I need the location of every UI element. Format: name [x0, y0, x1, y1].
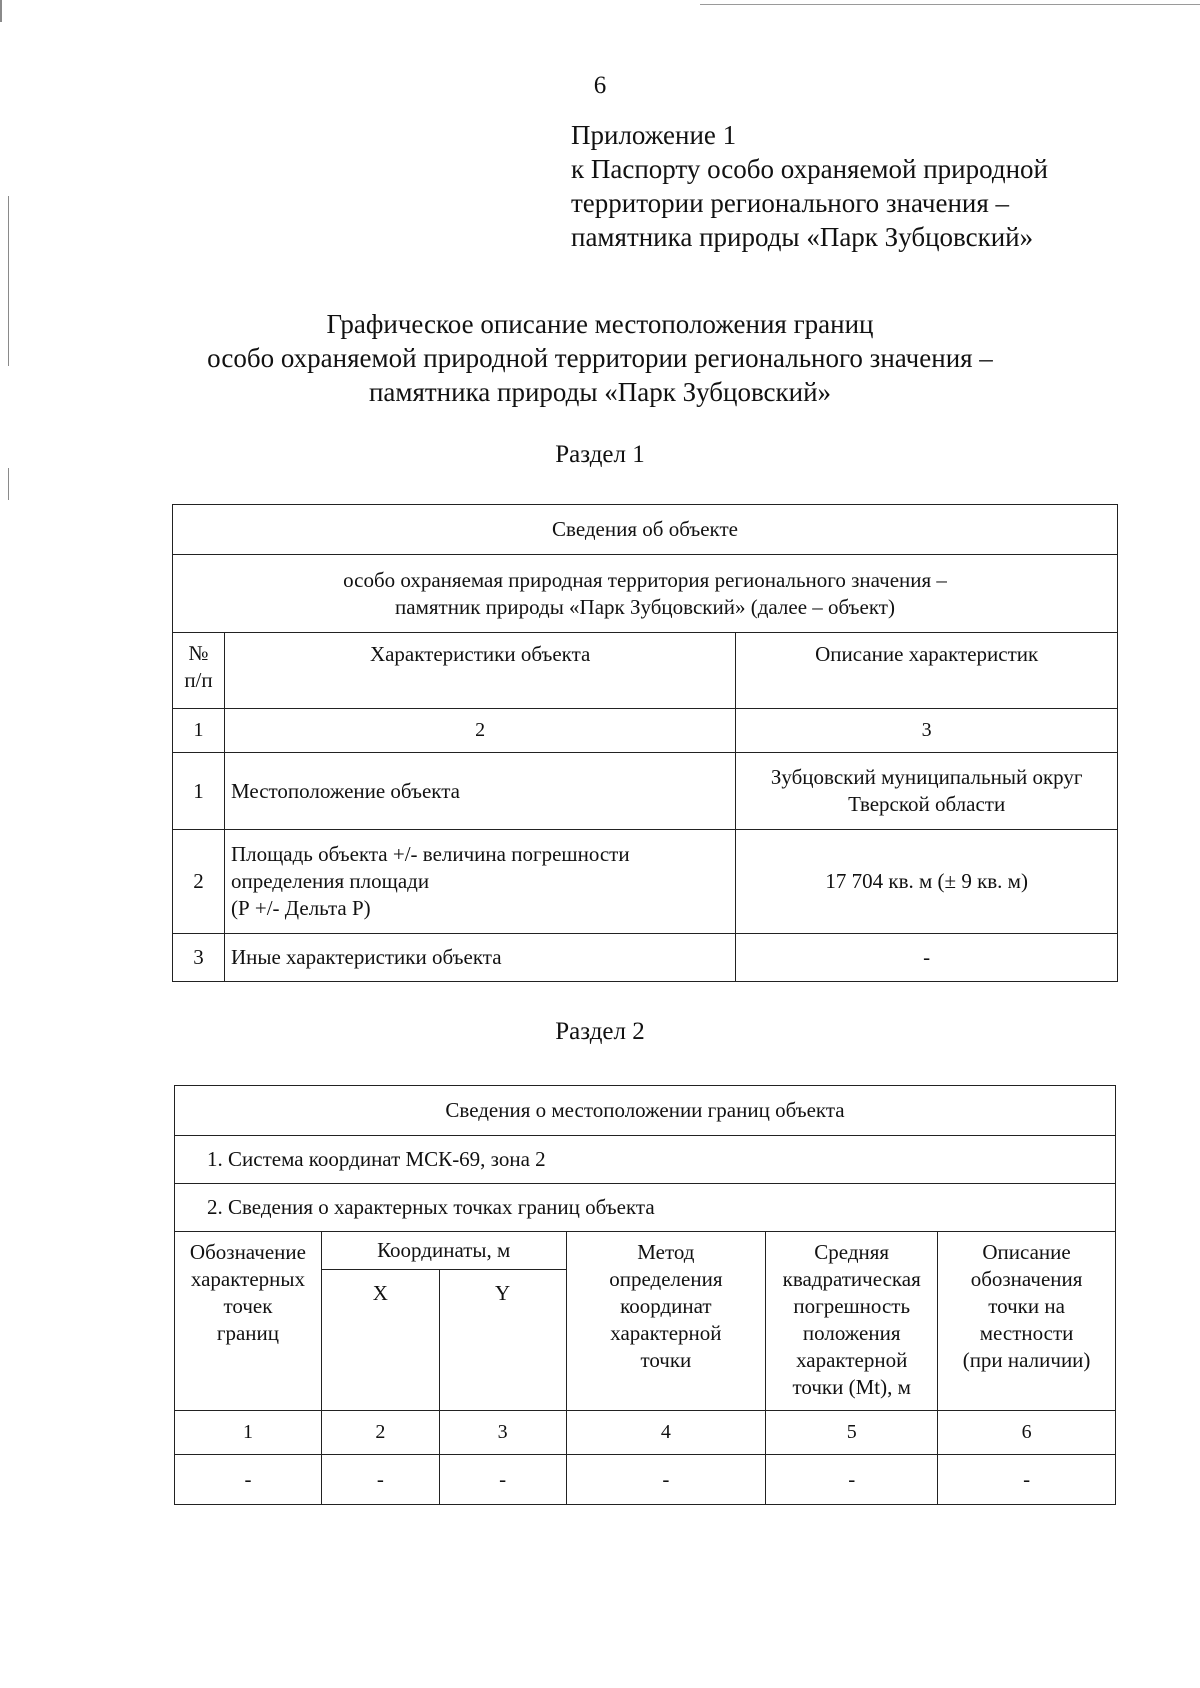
- column-number: 2: [321, 1411, 439, 1455]
- title-line: Графическое описание местоположения границ: [326, 309, 874, 339]
- data-cell: -: [938, 1455, 1116, 1505]
- points-info-item: 2. Сведения о характерных точках границ объекта: [175, 1184, 1116, 1232]
- scan-edge-mark: [0, 0, 2, 22]
- document-title: [0, 307, 1200, 409]
- characteristic-line: Иные характеристики объекта: [230, 945, 502, 969]
- characteristic-cell: [224, 830, 735, 934]
- header-line: (при наличии): [962, 1348, 1091, 1372]
- section-1-heading: Раздел 1: [555, 441, 645, 468]
- subcaption-line: особо охраняемая природная территория регионального значения –: [343, 567, 947, 592]
- boundary-caption: Сведения о местоположении границ объекта: [175, 1086, 1116, 1136]
- header-line: характерной: [796, 1348, 908, 1372]
- scan-edge-mark: [8, 468, 9, 500]
- coordinates-header: Координаты, м: [321, 1232, 566, 1270]
- header-line: обозначения: [970, 1267, 1083, 1291]
- column-number: 2: [224, 709, 735, 753]
- header-line: точки (Mt), м: [792, 1375, 911, 1399]
- number-header-line: п/п: [184, 668, 213, 692]
- data-cell: -: [566, 1455, 766, 1505]
- point-description-header: [938, 1232, 1116, 1411]
- description-cell: [736, 830, 1118, 934]
- coordinate-system-item: 1. Система координат МСК-69, зона 2: [175, 1136, 1116, 1184]
- header-line: характерной: [610, 1321, 722, 1345]
- header-line: границ: [216, 1321, 280, 1345]
- characteristic-line: Площадь объекта +/- величина погрешности: [230, 842, 630, 866]
- column-number: 4: [566, 1411, 766, 1455]
- appendix-note: [571, 118, 1048, 254]
- header-line: погрешность: [793, 1294, 911, 1318]
- description-header: Описание характеристик: [736, 633, 1118, 709]
- data-cell: -: [175, 1455, 322, 1505]
- object-info-caption: Сведения об объекте: [173, 505, 1118, 555]
- title-line: особо охраняемой природной территории регионального значения –: [207, 343, 993, 373]
- method-header: [566, 1232, 766, 1411]
- header-line: определения: [609, 1267, 723, 1291]
- description-line: -: [923, 945, 931, 969]
- column-number: 1: [173, 709, 225, 753]
- header-line: Метод: [637, 1240, 695, 1264]
- column-number: 5: [766, 1411, 938, 1455]
- characteristic-line: определения площади: [230, 869, 430, 893]
- number-header: [173, 633, 225, 709]
- description-cell: [736, 934, 1118, 982]
- point-designation-header: [175, 1232, 322, 1411]
- data-cell: -: [766, 1455, 938, 1505]
- characteristic-cell: [224, 934, 735, 982]
- number-header-line: №: [188, 641, 209, 665]
- error-header: [766, 1232, 938, 1411]
- appendix-line: памятника природы «Парк Зубцовский»: [571, 222, 1034, 252]
- page-number: 6: [593, 72, 607, 99]
- header-line: точек: [223, 1294, 273, 1318]
- data-cell: -: [321, 1455, 439, 1505]
- y-header: Y: [439, 1270, 566, 1411]
- header-line: Средняя: [814, 1240, 890, 1264]
- row-number: 3: [173, 934, 225, 982]
- header-line: квадратическая: [782, 1267, 921, 1291]
- header-line: точки: [640, 1348, 692, 1372]
- data-cell: -: [439, 1455, 566, 1505]
- object-info-table: [172, 504, 1118, 982]
- column-number: 3: [736, 709, 1118, 753]
- header-line: координат: [620, 1294, 712, 1318]
- subcaption-line: памятник природы «Парк Зубцовский» (далее – объект): [395, 594, 895, 619]
- x-header: X: [321, 1270, 439, 1411]
- description-line: Тверской области: [848, 792, 1006, 816]
- object-info-subcaption: [173, 555, 1118, 633]
- appendix-line: территории регионального значения –: [571, 188, 1010, 218]
- description-cell: [736, 753, 1118, 830]
- appendix-line: к Паспорту особо охраняемой природной: [571, 154, 1048, 184]
- header-line: Обозначение: [189, 1240, 306, 1264]
- header-line: характерных: [190, 1267, 306, 1291]
- column-number: 1: [175, 1411, 322, 1455]
- title-line: памятника природы «Парк Зубцовский»: [368, 377, 832, 407]
- characteristic-cell: [224, 753, 735, 830]
- header-line: местности: [979, 1321, 1074, 1345]
- row-number: 2: [173, 830, 225, 934]
- column-number: 3: [439, 1411, 566, 1455]
- characteristic-header: Характеристики объекта: [224, 633, 735, 709]
- row-number: 1: [173, 753, 225, 830]
- description-line: Зубцовский муниципальный округ: [770, 765, 1083, 789]
- scan-top-rule: [700, 4, 1200, 5]
- header-line: Описание: [982, 1240, 1071, 1264]
- boundary-points-table: [174, 1085, 1116, 1505]
- header-line: точки на: [988, 1294, 1065, 1318]
- section-2-heading: Раздел 2: [555, 1018, 645, 1045]
- column-number: 6: [938, 1411, 1116, 1455]
- description-line: 17 704 кв. м (± 9 кв. м): [825, 869, 1028, 893]
- characteristic-line: Местоположение объекта: [230, 778, 460, 803]
- characteristic-line: (Р +/- Дельта Р): [230, 896, 371, 920]
- header-line: положения: [802, 1321, 901, 1345]
- appendix-line: Приложение 1: [571, 120, 737, 150]
